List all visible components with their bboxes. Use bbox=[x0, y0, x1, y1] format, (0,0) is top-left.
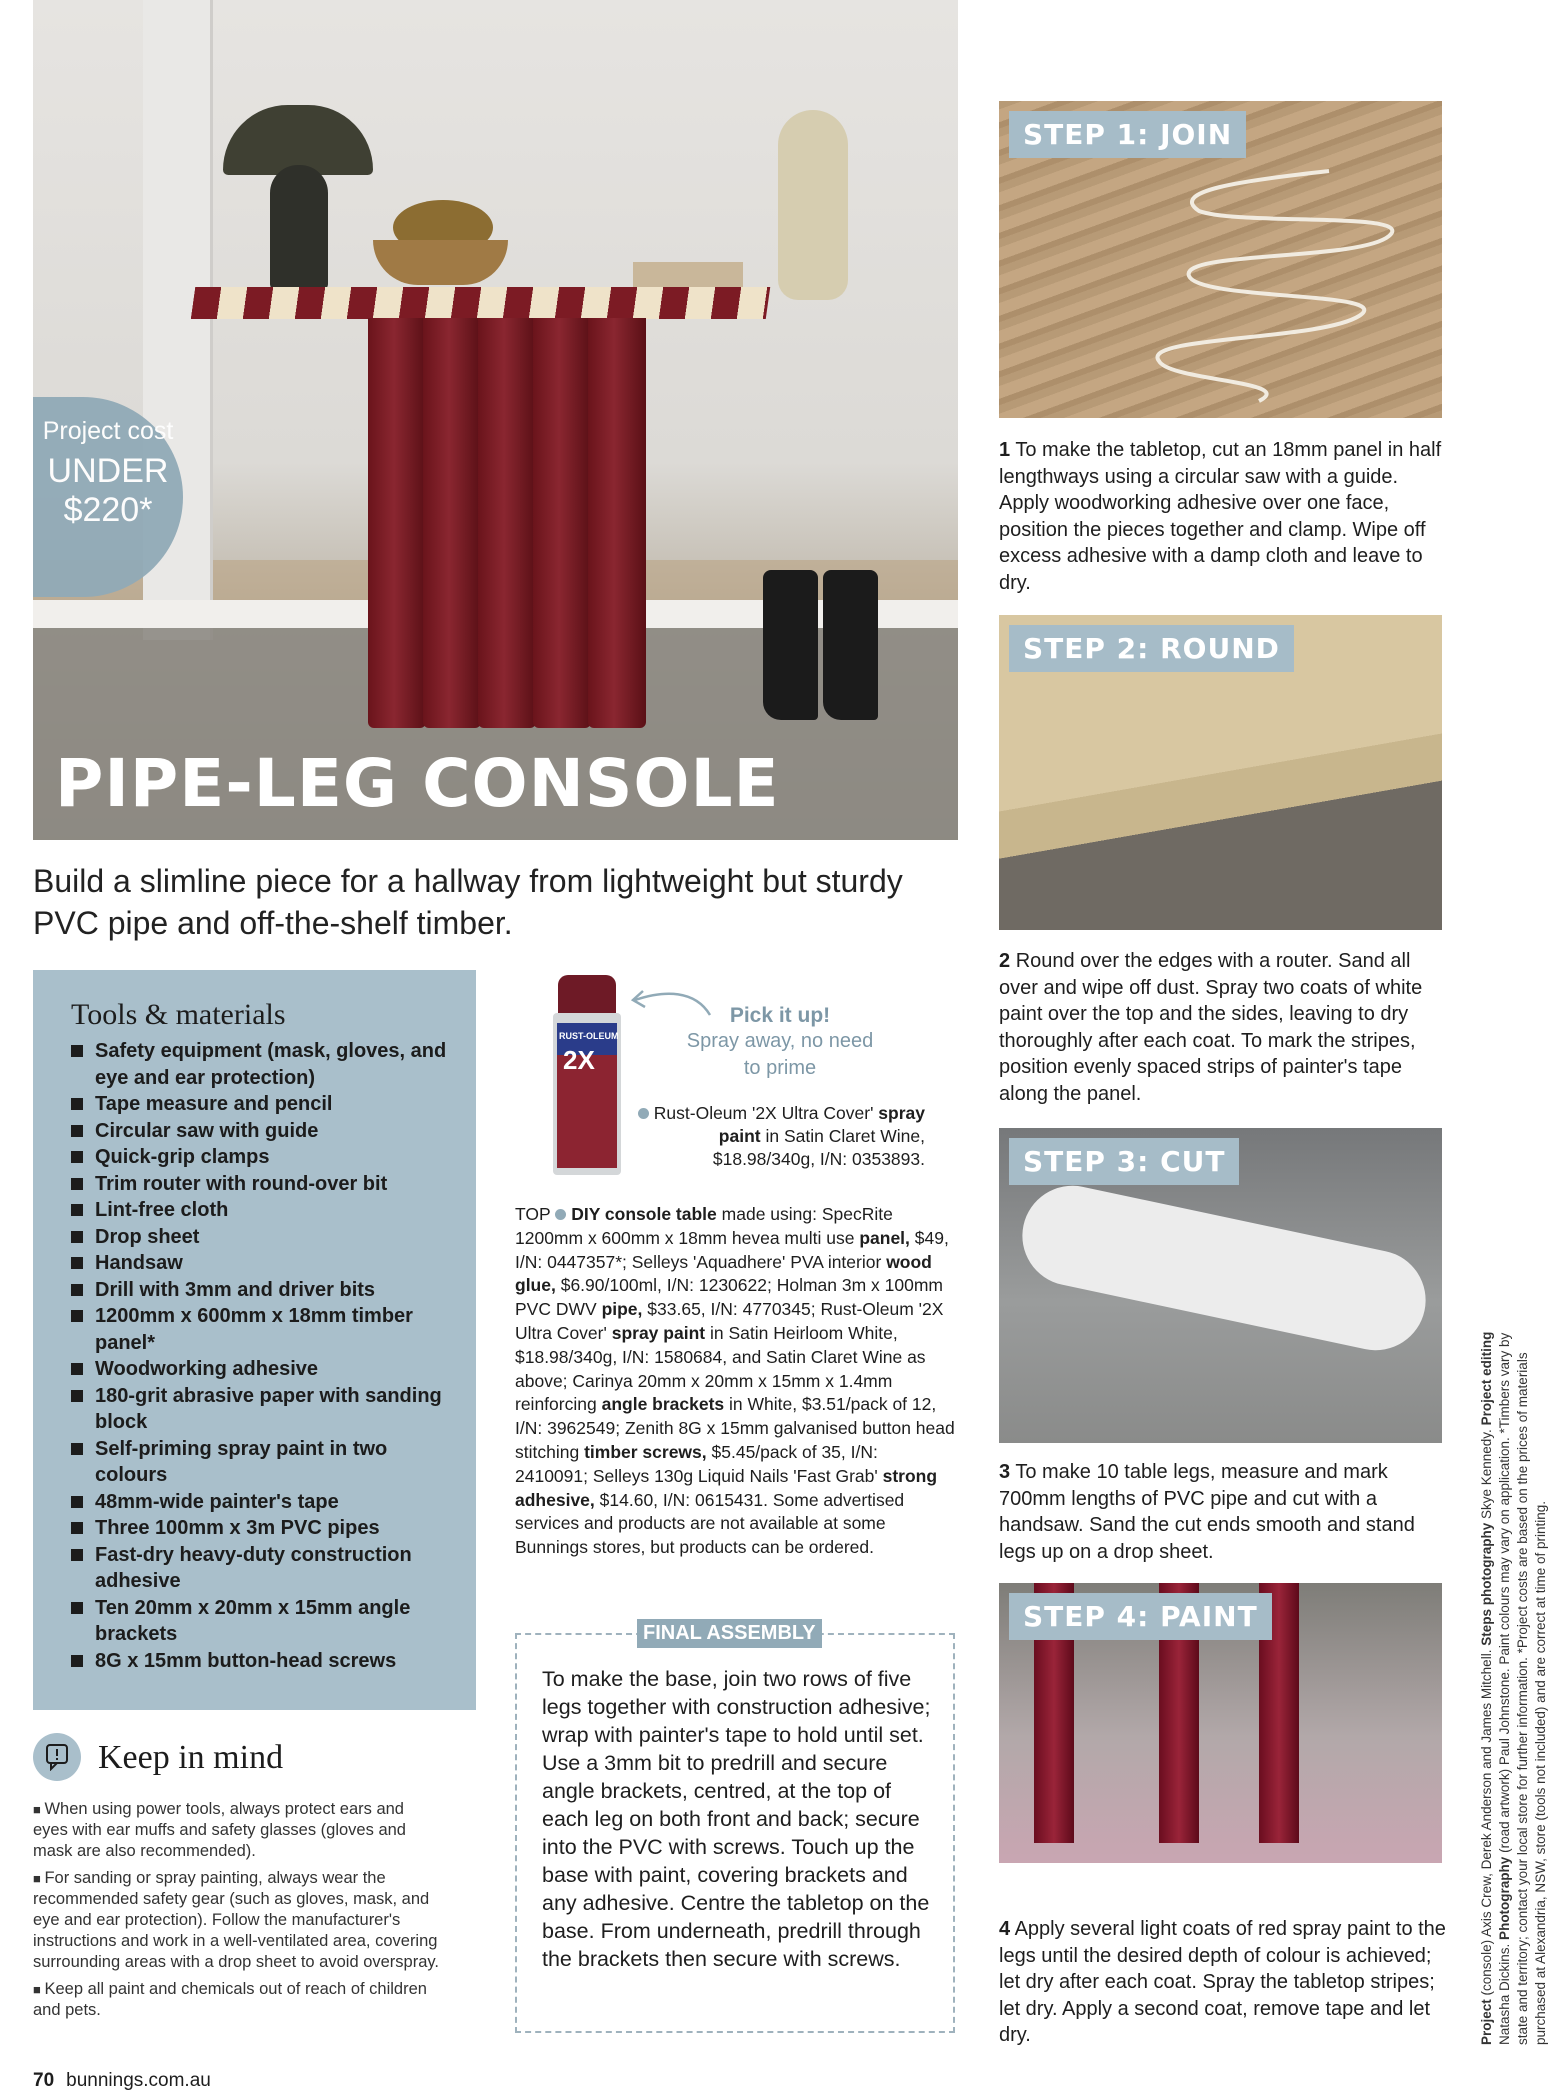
tools-item: Circular saw with guide bbox=[71, 1118, 456, 1145]
credit-bold: DIY console table bbox=[571, 1204, 717, 1224]
page-title: PIPE-LEG CONSOLE bbox=[55, 745, 780, 822]
step-3-label: STEP 3: CUT bbox=[1009, 1138, 1239, 1185]
step-number: 3 bbox=[999, 1461, 1011, 1483]
step-body: To make 10 table legs, measure and mark 700mm lengths of PVC pipe and cut with a handsaw. Sand the cut ends smooth and stand legs up on a drop sheet. bbox=[999, 1461, 1415, 1563]
tools-item: Safety equipment (mask, gloves, and eye and ear protection) bbox=[71, 1038, 456, 1091]
credit-bold: spray paint bbox=[611, 1322, 706, 1343]
materials-credit bbox=[515, 1203, 955, 1560]
bullet-dot-icon bbox=[638, 1108, 649, 1119]
tools-list bbox=[71, 1038, 456, 1674]
bullet-dot-icon bbox=[555, 1209, 566, 1220]
credit-text: $49, I/N: 0447357*; Selleys 'Aquadhere' PVA interior bbox=[515, 1227, 949, 1272]
pick-it-up-subtitle: Spray away, no need to prime bbox=[686, 1030, 874, 1079]
console-leg bbox=[423, 318, 481, 728]
can-badge: 2X bbox=[563, 1045, 595, 1075]
can-cap bbox=[558, 975, 616, 1015]
intro-text: Build a slimline piece for a hallway from lightweight but sturdy PVC pipe and off-the-shelf timber. bbox=[33, 863, 903, 941]
tools-item: 1200mm x 600mm x 18mm timber panel* bbox=[71, 1303, 456, 1356]
tools-item: 48mm-wide painter's tape bbox=[71, 1489, 456, 1516]
spray-can-image bbox=[553, 975, 621, 1175]
keep-in-mind-item: ■ For sanding or spray painting, always wear the recommended safety gear (such as gloves, mask, and eye and ear protection). Follow the manufacturer's instructions and work in a well-ventilated area, covering surrounding areas with a drop sheet to avoid overspray. bbox=[33, 1868, 443, 1973]
credit-bold: Steps photography bbox=[1479, 1522, 1494, 1646]
tools-item: Trim router with round-over bit bbox=[71, 1171, 456, 1198]
console-leg bbox=[533, 318, 591, 728]
step-number: 4 bbox=[999, 1918, 1011, 1940]
credit-bold: timber screws, bbox=[584, 1441, 707, 1462]
step-body: Round over the edges with a router. Sand all over and wipe off dust. Spray two coats of white paint over the top and the sides, leaving to dry thoroughly after each coat. To mark the stripes, position evenly spaced strips of painter's tape along the panel. bbox=[999, 950, 1423, 1105]
keep-in-mind-list bbox=[33, 1799, 443, 2027]
tools-item: Tape measure and pencil bbox=[71, 1091, 456, 1118]
credit-text: made using: SpecRite 1200mm x 600mm x 18mm hevea multi use bbox=[515, 1204, 893, 1248]
console-leg bbox=[478, 318, 536, 728]
credit-bold: panel, bbox=[859, 1227, 910, 1248]
credit-text: $5.45/pack of 35, I/N: 2410091; Selleys 130g Liquid Nails 'Fast Grab' bbox=[515, 1441, 878, 1486]
boot bbox=[763, 570, 818, 720]
tools-item: 8G x 15mm button-head screws bbox=[71, 1648, 456, 1675]
cost-label: Project cost bbox=[42, 417, 174, 445]
credit-bold: Project bbox=[1479, 1999, 1494, 2045]
tools-item: Fast-dry heavy-duty construction adhesive bbox=[71, 1542, 456, 1595]
step-body: Apply several light coats of red spray paint to the legs until the desired depth of colour is achieved; let dry after each coat. Spray the tabletop stripes; let dry. Apply a second coat, remove tape and let dry. bbox=[999, 1918, 1446, 2046]
page-number: 70 bbox=[33, 2070, 55, 2091]
bowl bbox=[373, 240, 508, 285]
step-2-photo bbox=[999, 615, 1442, 930]
credit-bold: angle brackets bbox=[601, 1394, 725, 1415]
step-2-text bbox=[999, 948, 1449, 1107]
site-link[interactable]: bunnings.com.au bbox=[66, 2070, 211, 2091]
tools-item: Handsaw bbox=[71, 1250, 456, 1277]
tools-materials-box bbox=[33, 970, 476, 1710]
credit-bold: strong adhesive, bbox=[515, 1465, 938, 1510]
final-assembly-box bbox=[515, 1622, 955, 2033]
keep-in-mind-item: ■ When using power tools, always protect ears and eyes with ear muffs and safety glasses (gloves and mask are also recommended). bbox=[33, 1799, 443, 1862]
can-brand: RUST-OLEUM bbox=[559, 1031, 619, 1041]
credit-text: $14.60, I/N: 0615431. Some advertised services and products are not available at some Bunnings stores, but products can be ordered. bbox=[515, 1489, 905, 1558]
credit-bold: Project editing bbox=[1479, 1331, 1494, 1426]
keep-in-mind-heading: Keep in mind bbox=[98, 1739, 284, 1776]
step-number: 2 bbox=[999, 950, 1011, 972]
lamp-base bbox=[270, 165, 328, 290]
credit-text: (console) Axis Crew, Derek Anderson and James Mitchell. bbox=[1479, 1649, 1494, 1996]
credit-bold: Photography bbox=[1497, 1856, 1512, 1940]
step-4-photo bbox=[999, 1583, 1442, 1863]
console-tabletop bbox=[191, 287, 770, 319]
tools-item: Woodworking adhesive bbox=[71, 1356, 456, 1383]
side-credit bbox=[1478, 1305, 1550, 2045]
step-1-text bbox=[999, 437, 1449, 596]
console-leg bbox=[588, 318, 646, 728]
credit-text: $33.65, I/N: 4770345; Rust-Oleum '2X Ultra Cover' bbox=[515, 1299, 944, 1343]
tools-item: Quick-grip clamps bbox=[71, 1144, 456, 1171]
step-number: 1 bbox=[999, 439, 1011, 461]
credit-text: Skye Kennedy. bbox=[1479, 1429, 1494, 1519]
credit-text: in Satin Heirloom White, $18.98/340g, I/N: 1580684, and Satin Claret Wine as above; Carinya 20mm x 20mm x 15mm x 1.4mm reinforcing bbox=[515, 1322, 926, 1415]
console-leg bbox=[368, 318, 426, 728]
tools-item: Lint-free cloth bbox=[71, 1197, 456, 1224]
step-1-label: STEP 1: JOIN bbox=[1009, 111, 1246, 158]
pvc-pipe bbox=[1013, 1176, 1435, 1359]
pick-it-up-title: Pick it up! bbox=[729, 1004, 831, 1027]
credit-bold: wood glue, bbox=[515, 1251, 932, 1296]
pick-it-up bbox=[680, 1004, 880, 1082]
page-footer bbox=[33, 2070, 211, 2092]
final-assembly-tag: FINAL ASSEMBLY bbox=[637, 1619, 822, 1648]
step-body: To make the tabletop, cut an 18mm panel in half lengthways using a circular saw with a guide. Apply woodworking adhesive over one face, position the pieces together and clamp. Wipe off excess adhesive with a damp cloth and leave to dry. bbox=[999, 439, 1442, 594]
tools-item: Ten 20mm x 20mm x 15mm angle brackets bbox=[71, 1595, 456, 1648]
tools-item: 180-grit abrasive paper with sanding block bbox=[71, 1383, 456, 1436]
step-3-photo bbox=[999, 1128, 1442, 1443]
tools-item: Drill with 3mm and driver bits bbox=[71, 1277, 456, 1304]
credit-text: $6.90/100ml, I/N: 1230622; Holman 3m x 100mm PVC DWV bbox=[515, 1275, 944, 1320]
cost-amount: $220* bbox=[63, 491, 153, 529]
tools-item: Self-priming spray paint in two colours bbox=[71, 1436, 456, 1489]
boot bbox=[823, 570, 878, 720]
step-2-label: STEP 2: ROUND bbox=[1009, 625, 1294, 672]
speech-bubble-icon bbox=[33, 1733, 81, 1781]
product-name: Rust-Oleum '2X Ultra Cover' bbox=[653, 1103, 874, 1123]
product-caption bbox=[625, 1102, 925, 1171]
product-price: in Satin Claret Wine, $18.98/340g, I/N: 0353893. bbox=[712, 1126, 925, 1169]
vase bbox=[778, 110, 848, 300]
credit-bold: pipe, bbox=[601, 1299, 643, 1320]
tools-heading: Tools & materials bbox=[71, 998, 286, 1031]
keep-in-mind-item: ■ Keep all paint and chemicals out of reach of children and pets. bbox=[33, 1979, 443, 2021]
credit-text: (road artwork) Paul Johnstone. Paint colours may vary on application. *Timbers vary by state and territory; contact your local store for further information. *Project costs are based on the prices of materials purchased at Alexandria, NSW, store (tools not included) and are correct at time of printing. bbox=[1497, 1332, 1548, 2045]
credit-label: TOP bbox=[515, 1204, 551, 1224]
cost-under: UNDER bbox=[47, 452, 169, 490]
tools-item: Three 100mm x 3m PVC pipes bbox=[71, 1515, 456, 1542]
tools-item: Drop sheet bbox=[71, 1224, 456, 1251]
final-assembly-text: To make the base, join two rows of five legs together with construction adhesive; wrap with painter's tape to hold until set. Use a 3mm bit to predrill and secure angle brackets, centred, at the top of each leg on both front and back; secure into the PVC with screws. Touch up the base with paint, covering brackets and any adhesive. Centre the tabletop on the base. From underneath, predrill through the brackets then secure with screws. bbox=[542, 1667, 931, 1971]
step-4-label: STEP 4: PAINT bbox=[1009, 1593, 1272, 1640]
product-type: spray paint bbox=[718, 1103, 925, 1146]
step-3-text bbox=[999, 1459, 1449, 1565]
credit-text: Natasha Dickins. bbox=[1497, 1943, 1512, 2045]
books bbox=[633, 262, 743, 290]
step-1-photo bbox=[999, 101, 1442, 418]
credit-text: in White, $3.51/pack of 12, I/N: 3962549; Zenith 8G x 15mm galvanised button head stitching bbox=[515, 1394, 955, 1462]
step-4-text bbox=[999, 1916, 1449, 2049]
